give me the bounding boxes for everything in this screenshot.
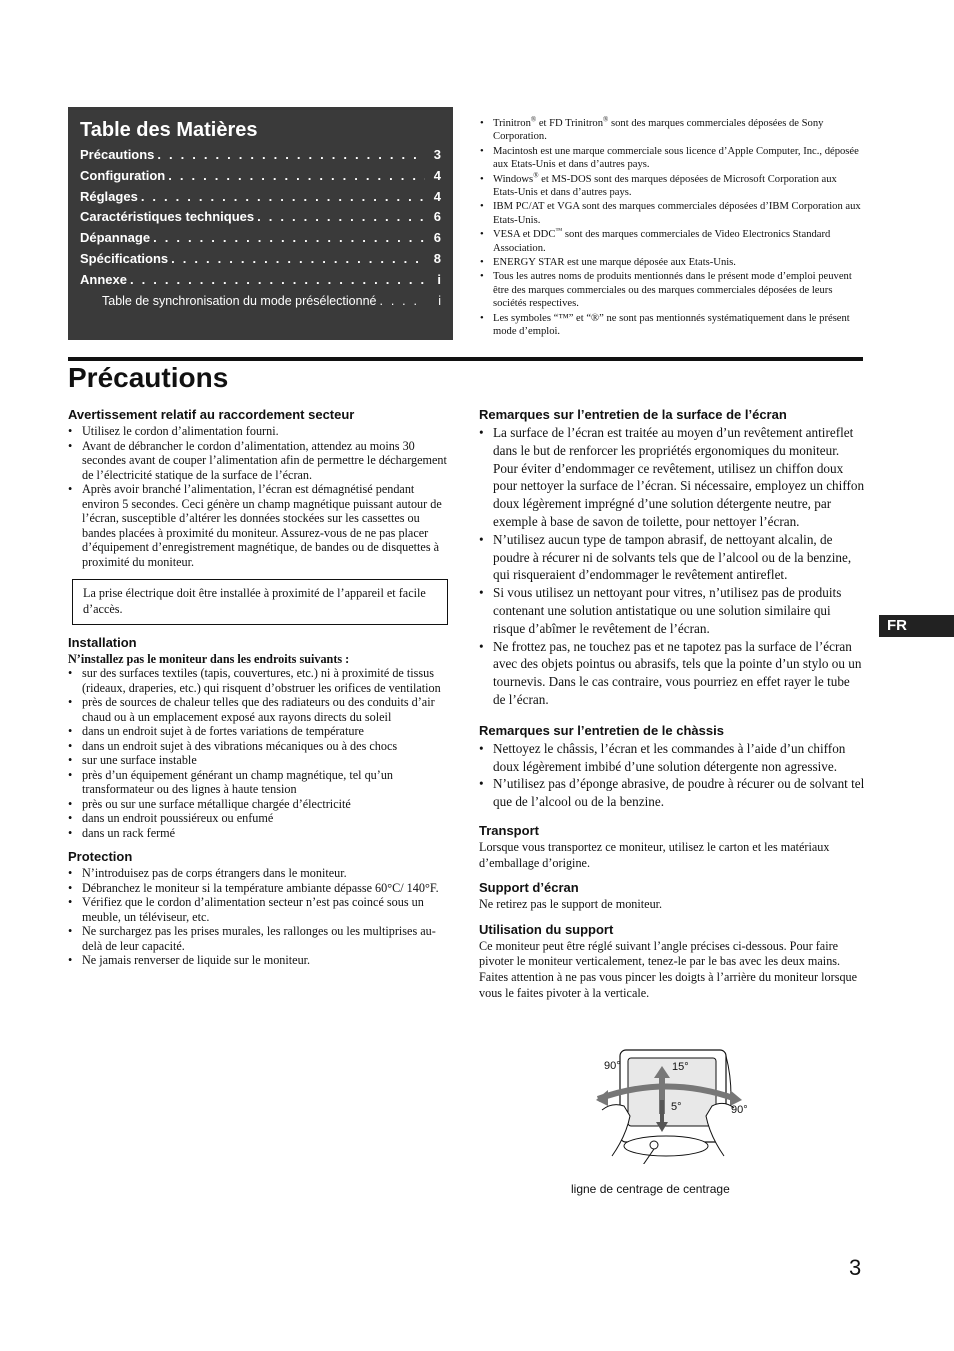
trademark-item: • IBM PC/AT et VGA sont des marques commerciales déposées d’IBM Corporation aux Etats-Unis.: [480, 200, 864, 227]
trademark-notes: [480, 117, 864, 340]
list-item: • dans un endroit poussiéreux ou enfumé: [68, 811, 452, 826]
toc-title: Table des Matières: [80, 119, 258, 141]
toc-entry-caracteristiques[interactable]: Caractéristiques techniques . . . 6: [80, 207, 441, 228]
section-chassis-care: [479, 723, 865, 811]
heading-protection: Protection: [68, 849, 133, 865]
power-outlet-notice: La prise électrique doit être installée à proximité de l’appareil et facile d’accès.: [72, 579, 448, 625]
toc-entry-depannage[interactable]: Dépannage . . . 6: [80, 228, 441, 249]
section-power-warning: [68, 407, 452, 625]
heading-transport: Transport: [479, 822, 539, 838]
toc-entry-precautions[interactable]: Précautions . . . 3: [80, 145, 441, 166]
list-item: • N’utilisez aucun type de tampon abrasif, de nettoyant alcalin, de poudre à récurer ni de solvants tels que de l’alcool ou de la benzine, qui risqueraient d’endommager le revêtement antireflet.: [479, 531, 865, 584]
trademark-item: • Macintosh est une marque commerciale sous licence d’Apple Computer, Inc., déposée aux Etats-Unis et dans d’autres pays.: [480, 145, 864, 172]
list-item: • Ne surchargez pas les prises murales, les rallonges ou les multiprises au-delà de leur capacité.: [68, 924, 452, 953]
section-usage: [479, 922, 865, 1001]
list-item: • sur une surface instable: [68, 753, 452, 768]
heading-screen-care: Remarques sur l’entretien de la surface de l’écran: [479, 407, 787, 422]
page-title: Précautions: [68, 362, 229, 393]
title-rule: [68, 357, 863, 361]
list-item: • Débranchez le moniteur si la température ambiante dépasse 60°C/ 140°F.: [68, 881, 452, 896]
trademark-item: • Windows® et MS-DOS sont des marques déposées de Microsoft Corporation aux Etats-Unis et dans d’autres pays.: [480, 173, 864, 200]
heading-chassis-care: Remarques sur l’entretien de le chàssis: [479, 722, 724, 738]
angle-label-right: 90°: [731, 1104, 748, 1116]
list-item: • Ne frottez pas, ne touchez pas et ne tapotez pas la surface de l’écran avec des objets pointus ou abrasifs, tels que la pointe d’un stylo ou un tournevis. Dans le cas contraire, vous pourriez en effet rayer le tube de l’écran.: [479, 638, 865, 709]
trademark-item: • Les symboles “™” et “®” ne sont pas mentionnés systématiquement dans le présent mode d’emploi.: [480, 312, 864, 339]
trademark-item: • Trinitron® et FD Trinitron® sont des marques commerciales déposées de Sony Corporation.: [480, 117, 864, 144]
installation-list: [68, 666, 452, 840]
language-tab: FR: [879, 615, 954, 637]
heading-installation: Installation: [68, 634, 137, 650]
page-number: 3: [849, 1255, 862, 1280]
right-column: [479, 407, 865, 1010]
toc-entry-specifications[interactable]: Spécifications . . . 8: [80, 249, 441, 270]
left-column: [68, 407, 452, 977]
section-protection: [68, 849, 452, 968]
list-item: • près ou sur une surface métallique chargée d’électricité: [68, 797, 452, 812]
angle-label-left: 90°: [604, 1060, 621, 1072]
section-installation: [68, 635, 452, 841]
section-transport: [479, 823, 865, 871]
heading-support: Support d’écran: [479, 880, 579, 896]
list-item: • dans un endroit sujet à des vibrations mécaniques ou à des chocs: [68, 739, 452, 754]
transport-text: Lorsque vous transportez ce moniteur, utilisez le carton et les matériaux d’emballage d’origine.: [479, 839, 830, 870]
installation-intro: N’installez pas le moniteur dans les endroits suivants :: [68, 651, 350, 666]
toc-entry-annexe[interactable]: Annexe . . . i: [80, 270, 441, 291]
section-support: [479, 880, 865, 913]
angle-label-up: 15°: [672, 1061, 689, 1073]
list-item: • près d’un équipement générant un champ magnétique, tel qu’un transformateur ou des lignes à haute tension: [68, 768, 452, 797]
list-item: • Utilisez le cordon d’alimentation fourni.: [68, 424, 452, 439]
list-item: • N’utilisez pas d’éponge abrasive, de poudre à récurer ou de solvant tel que de l’alcool ou de la benzine.: [479, 775, 865, 811]
trademark-item: • ENERGY STAR est une marque déposée aux Etats-Unis.: [480, 256, 864, 269]
list-item: • La surface de l’écran est traitée au moyen d’un revêtement antireflet dans le but de renforcer les propriétés ergonomiques du moniteur. Pour éviter d’endommager ce revêtement, utilisez un chiffon doux pour nettoyer la surface de l’écran. Si nécessaire, employez un chiffon doux légèrement imprégné d’une solution détergente neutre, par exemple à base de savon de toilette, pour nettoyer l’écran.: [479, 424, 865, 531]
figure-caption: ligne de centrage de centrage: [571, 1182, 730, 1196]
toc-entry-reglages[interactable]: Réglages . . . 4: [80, 187, 441, 208]
support-text: Ne retirez pas le support de moniteur.: [479, 897, 663, 912]
toc-entry-configuration[interactable]: Configuration . . . 4: [80, 166, 441, 187]
list-item: • dans un rack fermé: [68, 826, 452, 841]
power-warning-list: [68, 424, 452, 569]
list-item: • Après avoir branché l’alimentation, l’écran est démagnétisé pendant environ 5 secondes. Ceci génère un champ magnétique puissant autour de l’écran, susceptible d’altérer les données stockées sur les cassettes ou bandes placées à proximité du moniteur. Assurez-vous de ne pas placer d’équipement d’enregistrement magnétique, de bandes ou de disquettes à proximité du moniteur.: [68, 482, 452, 569]
angle-label-down: 5°: [671, 1101, 682, 1113]
list-item: • Vérifiez que le cordon d’alimentation secteur n’est pas coincé sous un meuble, un téléviseur, etc.: [68, 895, 452, 924]
screen-care-list: [479, 424, 865, 709]
list-item: • Ne jamais renverser de liquide sur le moniteur.: [68, 953, 452, 968]
chassis-care-list: [479, 740, 865, 811]
list-item: • sur des surfaces textiles (tapis, couvertures, etc.) ni à proximité de tissus (rideaux, draperies, etc.) qui risquent d’obstruer les orifices de ventilation: [68, 666, 452, 695]
list-item: • dans un endroit sujet à de fortes variations de température: [68, 724, 452, 739]
list-item: • Avant de débrancher le cordon d’alimentation, attendez au moins 30 secondes avant de couper l’alimentation afin de permettre le déchargement de l’électricité statique de la surface de l’écran.: [68, 439, 452, 483]
list-item: • Si vous utilisez un nettoyant pour vitres, n’utilisez pas de produits contenant une solution antistatique ou une solution similaire qui risque d’abîmer le revêtement de l’écran.: [479, 584, 865, 637]
toc-subentry-sync-table[interactable]: Table de synchronisation du mode présélectionné . . . i: [80, 291, 441, 312]
list-item: • N’introduisez pas de corps étrangers dans le moniteur.: [68, 866, 452, 881]
trademark-item: • VESA et DDC™ sont des marques commerciales de Video Electronics Standard Association.: [480, 228, 864, 255]
section-screen-care: [479, 407, 865, 709]
protection-list: [68, 866, 452, 968]
heading-usage: Utilisation du support: [479, 921, 614, 937]
heading-power-warning: Avertissement relatif au raccordement secteur: [68, 407, 355, 422]
usage-text: Ce moniteur peut être réglé suivant l’angle précises ci-dessous. Pour faire pivoter le moniteur verticalement, tenez-le par le bas avec les deux mains. Faites attention à ne pas vous pincer les doigts à l’arrière du moniteur lorsque vous le faites pivoter à la verticale.: [479, 938, 858, 1000]
list-item: • Nettoyez le châssis, l’écran et les commandes à l’aide d’un chiffon doux légèrement imbibé d’une solution détergente non agressive.: [479, 740, 865, 776]
table-of-contents: [68, 107, 453, 340]
list-item: • près de sources de chaleur telles que des radiateurs ou des conduits d’air chaud ou à un emplacement exposé aux rayons directs du soleil: [68, 695, 452, 724]
trademark-item: • Tous les autres noms de produits mentionnés dans le présent mode d’emploi peuvent être des marques commerciales ou des marques commerciales déposées de leurs sociétés respectives.: [480, 270, 864, 310]
